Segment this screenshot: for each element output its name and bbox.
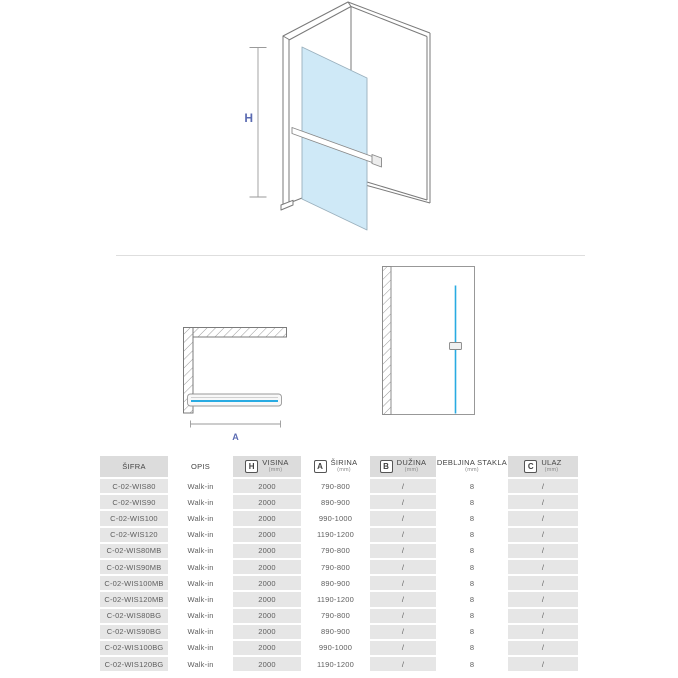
table-cell-r0-c1: Walk-in: [168, 479, 233, 493]
table-cell-r10-c2: 2000: [233, 641, 301, 655]
table-cell-r2-c0: C-02-WIS100: [100, 511, 168, 525]
table-cell-r5-c4: /: [370, 560, 436, 574]
table-cell-r10-c0: C-02-WIS100BG: [100, 641, 168, 655]
table-cell-r9-c0: C-02-WIS90BG: [100, 625, 168, 639]
bar-connector: [450, 343, 462, 350]
table-cell-r2-c3: 990-1000: [301, 511, 370, 525]
table-cell-r2-c2: 2000: [233, 511, 301, 525]
table-cell-r9-c4: /: [370, 625, 436, 639]
table-cell-r0-c2: 2000: [233, 479, 301, 493]
plan-view: [184, 328, 287, 443]
table-cell-r4-c6: /: [508, 544, 578, 558]
table-cell-r7-c5: 8: [436, 592, 508, 606]
table-cell-r1-c1: Walk-in: [168, 495, 233, 509]
table-cell-r6-c5: 8: [436, 576, 508, 590]
table-cell-r5-c0: C-02-WIS90MB: [100, 560, 168, 574]
table-cell-r11-c4: /: [370, 657, 436, 671]
table-cell-r1-c5: 8: [436, 495, 508, 509]
column-header-debljina-stakla: DEBLJINA STAKLA (mm): [436, 456, 508, 477]
column-header-šifra: ŠIFRA: [100, 456, 168, 477]
table-cell-r10-c6: /: [508, 641, 578, 655]
table-cell-r3-c4: /: [370, 528, 436, 542]
table-cell-r8-c1: Walk-in: [168, 609, 233, 623]
column-header-opis: OPIS: [168, 456, 233, 477]
table-cell-r3-c1: Walk-in: [168, 528, 233, 542]
table-cell-r10-c4: /: [370, 641, 436, 655]
table-cell-r4-c0: C-02-WIS80MB: [100, 544, 168, 558]
table-cell-r11-c6: /: [508, 657, 578, 671]
table-cell-r10-c1: Walk-in: [168, 641, 233, 655]
table-cell-r0-c3: 790-800: [301, 479, 370, 493]
wall-strip-hatch: [383, 267, 392, 415]
table-cell-r7-c4: /: [370, 592, 436, 606]
table-cell-r11-c3: 1190-1200: [301, 657, 370, 671]
table-cell-r4-c4: /: [370, 544, 436, 558]
column-header-dužina: B DUŽINA (mm): [370, 456, 436, 477]
dimension-letter-badge-b: B: [380, 460, 393, 473]
table-cell-r6-c0: C-02-WIS100MB: [100, 576, 168, 590]
table-cell-r7-c3: 1190-1200: [301, 592, 370, 606]
table-cell-r1-c0: C-02-WIS90: [100, 495, 168, 509]
table-cell-r3-c5: 8: [436, 528, 508, 542]
height-dimension-label: H: [244, 111, 253, 125]
table-cell-r3-c6: /: [508, 528, 578, 542]
table-cell-r3-c3: 1190-1200: [301, 528, 370, 542]
table-cell-r5-c2: 2000: [233, 560, 301, 574]
width-dimension-label: A: [232, 432, 239, 442]
table-cell-r7-c0: C-02-WIS120MB: [100, 592, 168, 606]
table-cell-r0-c5: 8: [436, 479, 508, 493]
table-cell-r4-c2: 2000: [233, 544, 301, 558]
table-cell-r11-c5: 8: [436, 657, 508, 671]
dimension-letter-badge-a: A: [314, 460, 327, 473]
front-view: [383, 267, 475, 415]
table-cell-r4-c3: 790-800: [301, 544, 370, 558]
table-cell-r2-c5: 8: [436, 511, 508, 525]
table-cell-r6-c4: /: [370, 576, 436, 590]
table-cell-r11-c1: Walk-in: [168, 657, 233, 671]
table-cell-r4-c1: Walk-in: [168, 544, 233, 558]
width-dimension: [191, 421, 281, 428]
column-header-širina: A ŠIRINA (mm): [301, 456, 370, 477]
table-cell-r2-c4: /: [370, 511, 436, 525]
table-cell-r7-c6: /: [508, 592, 578, 606]
table-cell-r1-c2: 2000: [233, 495, 301, 509]
table-cell-r8-c0: C-02-WIS80BG: [100, 609, 168, 623]
table-cell-r9-c2: 2000: [233, 625, 301, 639]
table-cell-r6-c6: /: [508, 576, 578, 590]
table-cell-r6-c3: 890-900: [301, 576, 370, 590]
table-cell-r2-c1: Walk-in: [168, 511, 233, 525]
table-cell-r3-c2: 2000: [233, 528, 301, 542]
table-cell-r1-c3: 890-900: [301, 495, 370, 509]
table-cell-r6-c2: 2000: [233, 576, 301, 590]
table-cell-r8-c2: 2000: [233, 609, 301, 623]
isometric-view: [244, 2, 430, 230]
spec-table: [100, 456, 578, 671]
table-cell-r9-c1: Walk-in: [168, 625, 233, 639]
table-cell-r5-c5: 8: [436, 560, 508, 574]
table-cell-r5-c6: /: [508, 560, 578, 574]
table-cell-r5-c1: Walk-in: [168, 560, 233, 574]
glass-and-bar-profile: [188, 394, 282, 406]
table-cell-r4-c5: 8: [436, 544, 508, 558]
table-cell-r8-c6: /: [508, 609, 578, 623]
table-cell-r8-c5: 8: [436, 609, 508, 623]
column-header-ulaz: C ULAZ (mm): [508, 456, 578, 477]
table-cell-r0-c4: /: [370, 479, 436, 493]
table-cell-r8-c3: 790-800: [301, 609, 370, 623]
table-cell-r1-c4: /: [370, 495, 436, 509]
table-cell-r10-c3: 990-1000: [301, 641, 370, 655]
table-cell-r10-c5: 8: [436, 641, 508, 655]
table-cell-r1-c6: /: [508, 495, 578, 509]
table-cell-r11-c2: 2000: [233, 657, 301, 671]
table-cell-r5-c3: 790-800: [301, 560, 370, 574]
table-cell-r9-c6: /: [508, 625, 578, 639]
dimension-letter-badge-c: C: [524, 460, 537, 473]
table-cell-r7-c2: 2000: [233, 592, 301, 606]
table-cell-r3-c0: C-02-WIS120: [100, 528, 168, 542]
table-cell-r0-c6: /: [508, 479, 578, 493]
table-cell-r8-c4: /: [370, 609, 436, 623]
table-cell-r0-c0: C-02-WIS80: [100, 479, 168, 493]
column-header-visina: H VISINA (mm): [233, 456, 301, 477]
table-cell-r7-c1: Walk-in: [168, 592, 233, 606]
dimension-letter-badge-h: H: [245, 460, 258, 473]
table-cell-r9-c5: 8: [436, 625, 508, 639]
table-cell-r6-c1: Walk-in: [168, 576, 233, 590]
table-cell-r9-c3: 890-900: [301, 625, 370, 639]
table-cell-r11-c0: C-02-WIS120BG: [100, 657, 168, 671]
table-cell-r2-c6: /: [508, 511, 578, 525]
